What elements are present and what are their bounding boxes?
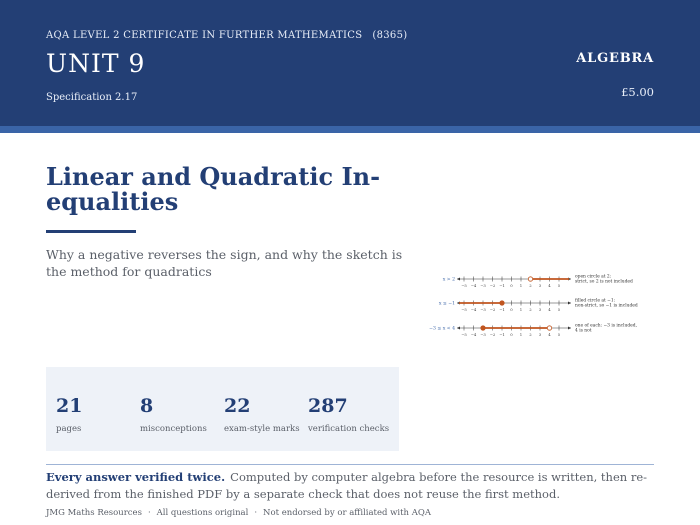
tick-label: 3: [538, 332, 542, 337]
stat-misconceptions: [140, 395, 207, 434]
open-circle-marker: [547, 326, 551, 330]
tick-label: 3: [538, 307, 542, 312]
tick-label: −4: [470, 307, 477, 312]
number-line-row-1: [443, 275, 633, 289]
axis-arrow-right: [568, 302, 571, 305]
tick-label: 4: [548, 332, 551, 337]
number-line-figure: [424, 268, 654, 346]
tick-labels: [461, 283, 561, 288]
verification-body: Computed by computer algebra before the resource is written, then re-derived from the finished PDF by a separate check that does not reuse the first method.: [46, 470, 648, 501]
qualification-name: AQA LEVEL 2 CERTIFICATE IN FURTHER MATHEMATICS: [46, 30, 363, 41]
tick-label: 5: [557, 307, 561, 312]
stat-number: 21: [56, 395, 83, 417]
tick-label: 0: [510, 332, 513, 337]
tick-labels: [461, 332, 561, 337]
stat-label: pages: [56, 424, 82, 434]
tick-label: −3: [480, 283, 486, 288]
tick-label: −2: [489, 307, 496, 312]
row-note-line-2: non-strict, so −1 is included: [575, 303, 638, 309]
price-label: £5.00: [621, 85, 654, 99]
row-note-line-2: 4 is not: [575, 328, 592, 334]
title-underline: [46, 230, 136, 233]
footer: [46, 508, 658, 518]
cover-header: [0, 0, 700, 126]
open-circle-marker: [528, 277, 532, 281]
tick-label: 1: [519, 332, 523, 337]
stat-verification-checks: [308, 395, 389, 434]
tick-label: 0: [510, 307, 513, 312]
qualification-line: [46, 30, 407, 41]
stat-label: verification checks: [308, 424, 390, 434]
tick-label: −3: [480, 332, 486, 337]
tick-label: −4: [470, 283, 477, 288]
disclaimer-note: Not endorsed by or affiliated with AQA: [263, 508, 431, 518]
qualification-code: (8365): [372, 30, 408, 41]
tick-label: −5: [461, 283, 467, 288]
originality-note: All questions original: [156, 508, 249, 518]
tick-label: 0: [510, 283, 513, 288]
stat-number: 22: [224, 395, 251, 417]
inequality-label: x ≤ −1: [438, 301, 455, 307]
stat-number: 287: [308, 395, 348, 417]
stat-exam-marks: [224, 395, 300, 434]
row-note-line-1: open circle at 2:: [575, 274, 612, 280]
tick-label: −4: [470, 332, 477, 337]
tick-label: 2: [529, 283, 532, 288]
axis-arrow-right: [568, 327, 571, 330]
stat-label: misconceptions: [140, 424, 207, 434]
publisher-name: JMG Maths Resources: [46, 508, 142, 518]
stat-number: 8: [140, 395, 154, 417]
verification-note: [46, 469, 658, 503]
axis-arrow-left: [457, 278, 460, 281]
separator-dot: ·: [147, 508, 151, 518]
tick-label: 2: [529, 307, 532, 312]
tick-label: 3: [538, 283, 542, 288]
tick-label: −3: [480, 307, 486, 312]
tick-label: 4: [548, 283, 551, 288]
stats-panel: [46, 367, 399, 451]
tick-label: 1: [519, 307, 523, 312]
number-line-row-3: [429, 324, 637, 338]
tick-label: 5: [557, 283, 561, 288]
tick-label: −5: [461, 307, 467, 312]
tick-label: 4: [548, 307, 551, 312]
tick-label: −1: [499, 332, 505, 337]
resource-subtitle: Why a negative reverses the sign, and why the sketch is the method for quadratics: [46, 247, 403, 279]
tick-labels: [461, 307, 561, 312]
specification-ref: Specification 2.17: [46, 92, 138, 103]
tick-label: −5: [461, 332, 467, 337]
inequality-label: −3 ≤ x < 4: [429, 326, 455, 332]
tick-label: −1: [499, 307, 505, 312]
tick-label: −2: [489, 332, 496, 337]
row-note-line-1: one of each: −3 is included,: [575, 323, 637, 329]
tick-label: −2: [489, 283, 496, 288]
tick-label: 1: [519, 283, 523, 288]
topic-label: ALGEBRA: [576, 51, 654, 66]
tick-label: 2: [529, 332, 532, 337]
separator-dot: ·: [254, 508, 258, 518]
row-note-line-1: filled circle at −1:: [575, 298, 616, 304]
stat-label: exam-style marks: [224, 424, 300, 434]
filled-circle-marker: [500, 301, 504, 305]
resource-title: Linear and Quadratic In-equalities: [46, 162, 381, 216]
stat-pages: [56, 395, 82, 434]
header-stripe: [0, 126, 700, 133]
unit-title: UNIT 9: [46, 49, 146, 78]
tick-label: 5: [557, 332, 561, 337]
tick-label: −1: [499, 283, 505, 288]
axis-arrow-left: [457, 327, 460, 330]
verification-lead: Every answer verified twice.: [46, 470, 226, 484]
inequality-label: x > 2: [442, 277, 455, 283]
row-note-line-2: strict, so 2 is not included: [575, 279, 633, 285]
number-line-row-2: [439, 299, 638, 313]
divider: [46, 464, 654, 465]
filled-circle-marker: [481, 326, 485, 330]
